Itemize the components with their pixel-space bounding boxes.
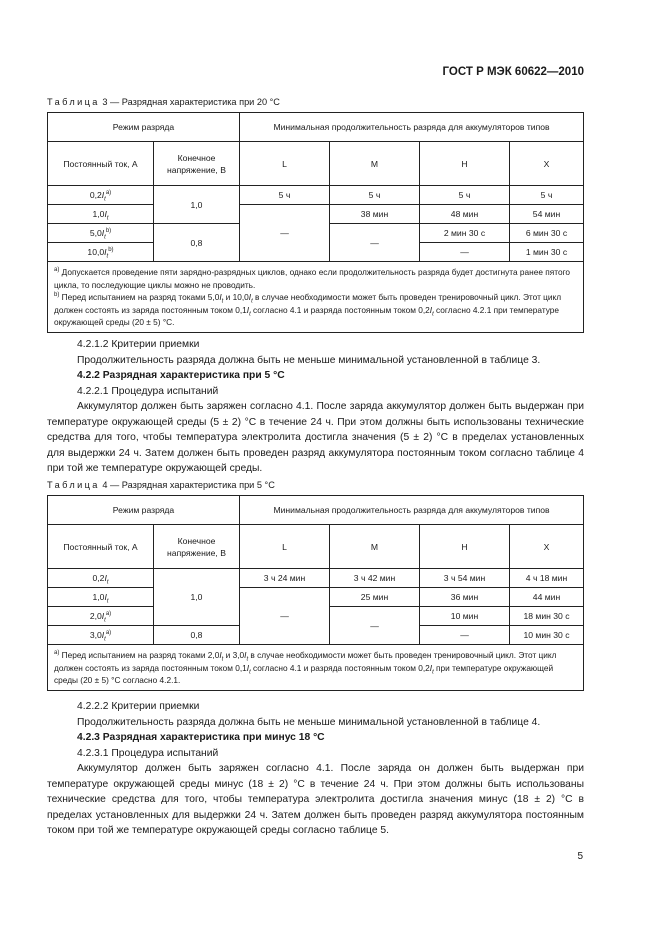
value-cell: 5 ч xyxy=(420,186,510,205)
table3-caption: Таблица 3 — Разрядная характеристика при 20 °С xyxy=(47,97,280,107)
voltage-cell: 1,0 xyxy=(154,569,240,626)
table3-type-h: H xyxy=(420,142,510,186)
paragraph: Аккумулятор должен быть заряжен согласно 4.1. После заряда он должен быть выдержан при температуре окружающей среды минус (18 ± 2) °С в течение 24 ч. При этом должны быть использованы технические средства для того, чтобы температура электролита достигла значения минус (18 ± 2) °С в пределах установленных для выдержки 24 ч. Затем должен быть проведен разряд аккумулятора постоянным током при той же температуре окружающей среды согласно таблице 5. xyxy=(47,763,584,836)
clause-heading: 4.2.2.2 Критерии приемки xyxy=(77,701,200,712)
value-cell: 5 ч xyxy=(330,186,420,205)
table3-notes xyxy=(48,262,584,333)
table3-note-a: $^{a)}$ Допускается проведение пяти зарядно-разрядных циклов, однако если продолжительность разряда будет достигнута ранее пятого цикла, то последующие циклы можно не проводить. xyxy=(54,267,571,290)
value-cell: 38 мин xyxy=(330,205,420,224)
value-cell: 54 мин xyxy=(510,205,584,224)
current-cell: $0,2I_t$ xyxy=(48,569,154,588)
clause-heading: 4.2.2 Разрядная характеристика при 5 °С xyxy=(77,370,285,381)
value-cell: 10 мин xyxy=(420,607,510,626)
table4 xyxy=(47,495,584,691)
value-cell: 18 мин 30 с xyxy=(510,607,584,626)
standard-header: ГОСТ Р МЭК 60622—2010 xyxy=(442,66,584,78)
table3-type-m: M xyxy=(330,142,420,186)
value-cell: 2 мин 30 с xyxy=(420,224,510,243)
value-cell: 3 ч 24 мин xyxy=(240,569,330,588)
dash-cell: — xyxy=(330,607,420,645)
clause-heading: 4.2.3.1 Процедура испытаний xyxy=(77,747,219,759)
value-cell: 5 ч xyxy=(510,186,584,205)
clause-heading: 4.2.1.2 Критерии приемки xyxy=(77,339,200,350)
table4-head-mode: Режим разряда xyxy=(48,496,240,525)
dash-cell: — xyxy=(240,205,330,262)
table-row xyxy=(48,205,584,224)
table3-type-l: L xyxy=(240,142,330,186)
value-cell: 3 ч 42 мин xyxy=(330,569,420,588)
current-cell: $1,0I_t$ xyxy=(48,205,154,224)
clause-heading: 4.2.2.1 Процедура испытаний xyxy=(77,385,219,397)
table-row xyxy=(48,588,584,607)
table4-notes xyxy=(48,645,584,691)
value-cell: — xyxy=(420,243,510,262)
value-cell: 10 мин 30 с xyxy=(510,626,584,645)
value-cell: 3 ч 54 мин xyxy=(420,569,510,588)
table3-note-b: $^{b)}$ Перед испытанием на разряд токами $5,0I_t$ и $10,0I_t$ в случае необходимости может быть проведен тренировочный цикл. Этот цикл должен состоять из заряда постоянным током $0,1I_t$ согласно 4.1 и разряда постоянным током $0,2I_t$ согласно 4.2.1 при температуре окружающей среды (20 ± 5) °С. xyxy=(54,292,562,327)
table4-caption: Таблица 4 — Разрядная характеристика при 5 °С xyxy=(47,480,275,490)
value-cell: 4 ч 18 мин xyxy=(510,569,584,588)
table3-head-mode: Режим разряда xyxy=(48,113,240,142)
page-number: 5 xyxy=(577,851,583,862)
section-4-2-3 xyxy=(47,699,584,839)
current-cell: $2,0I_t^{a)}$ xyxy=(48,607,154,626)
value-cell: — xyxy=(420,626,510,645)
voltage-cell: 0,8 xyxy=(154,224,240,262)
value-cell: 25 мин xyxy=(330,588,420,607)
table3-head-voltage: Конечное напряжение, В xyxy=(154,142,240,186)
current-cell: $0,2I_t^{a)}$ xyxy=(48,186,154,205)
table4-head-current: Постоянный ток, А xyxy=(48,525,154,569)
paragraph: Аккумулятор должен быть заряжен согласно 4.1. После заряда аккумулятор должен быть выдержан при температуре окружающей среды (5 ± 2) °С в течение 24 ч. При этом должны быть использованы технические средства для того, чтобы температура электролита достигла значения (5 ± 2) °С в пределах установленных для выдержки 24 ч. Затем должен быть проведен разряд аккумулятора постоянным током согласно таблице 4 при той же температуре окружающей среды. xyxy=(47,401,584,474)
table4-head-min: Минимальная продолжительность разряда для аккумуляторов типов xyxy=(240,496,584,525)
voltage-cell: 0,8 xyxy=(154,626,240,645)
value-cell: 1 мин 30 с xyxy=(510,243,584,262)
value-cell: 48 мин xyxy=(420,205,510,224)
table4-type-l: L xyxy=(240,525,330,569)
paragraph: Продолжительность разряда должна быть не меньше минимальной установленной в таблице 4. xyxy=(77,716,541,728)
table3-head-min: Минимальная продолжительность разряда для аккумуляторов типов xyxy=(240,113,584,142)
voltage-cell: 1,0 xyxy=(154,186,240,224)
table-row xyxy=(48,186,584,205)
dash-cell: — xyxy=(330,224,420,262)
paragraph: Продолжительность разряда должна быть не меньше минимальной установленной в таблице 3. xyxy=(77,354,541,366)
section-4-2-2 xyxy=(47,337,584,477)
table4-type-h: H xyxy=(420,525,510,569)
current-cell: $10,0I_t^{b)}$ xyxy=(48,243,154,262)
current-cell: $1,0I_t$ xyxy=(48,588,154,607)
clause-heading: 4.2.3 Разрядная характеристика при минус 18 °С xyxy=(77,732,325,743)
table4-type-m: M xyxy=(330,525,420,569)
value-cell: 44 мин xyxy=(510,588,584,607)
table-row xyxy=(48,569,584,588)
current-cell: $5,0I_t^{b)}$ xyxy=(48,224,154,243)
value-cell: 36 мин xyxy=(420,588,510,607)
dash-cell: — xyxy=(240,588,330,645)
table3 xyxy=(47,112,584,333)
table3-head-current: Постоянный ток, А xyxy=(48,142,154,186)
table4-type-x: X xyxy=(510,525,584,569)
value-cell: 5 ч xyxy=(240,186,330,205)
table4-note-a: $^{a)}$ Перед испытанием на разряд токами $2,0I_t$ и $3,0I_t$ в случае необходимости может быть проведен тренировочный цикл. Этот цикл должен состоять из заряда постоянным током $0,1I_t$ согласно 4.1 и разряда постоянным током $0,2I_t$ при температуре окружающей среды (20 ± 5) °С согласно 4.2.1. xyxy=(54,650,557,685)
value-cell: 6 мин 30 с xyxy=(510,224,584,243)
table3-type-x: X xyxy=(510,142,584,186)
table4-head-voltage: Конечное напряжение, В xyxy=(154,525,240,569)
current-cell: $3,0I_t^{a)}$ xyxy=(48,626,154,645)
